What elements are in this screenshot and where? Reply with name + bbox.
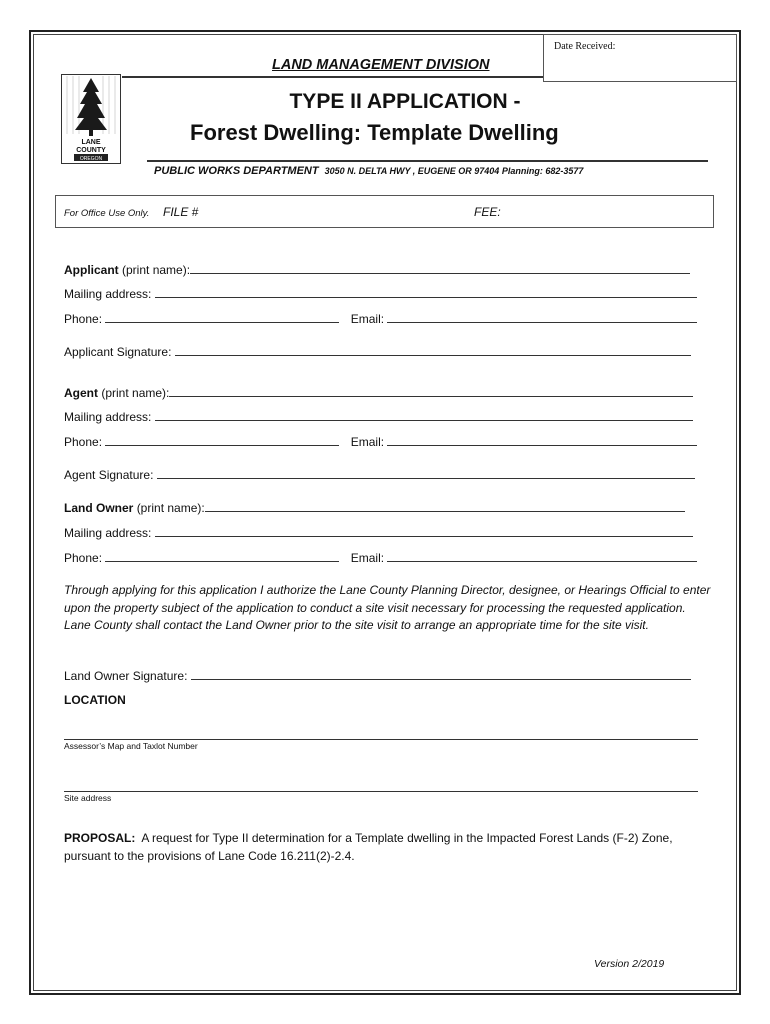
owner-email-field[interactable]: [387, 550, 697, 562]
form-title-line1: TYPE II APPLICATION -: [289, 90, 521, 113]
logo-text-lane: LANE: [81, 139, 101, 146]
agent-signature-label: Agent Signature:: [64, 468, 154, 482]
applicant-phone-label: Phone:: [64, 312, 103, 326]
date-received-box[interactable]: [543, 34, 737, 82]
logo-text-oregon: OREGON: [79, 156, 103, 162]
site-address-caption: Site address: [64, 793, 112, 803]
map-taxlot-field[interactable]: [64, 739, 698, 740]
applicant-contact-row: [64, 311, 697, 326]
applicant-signature-label: Applicant Signature:: [64, 345, 172, 359]
agent-mailing-label: Mailing address:: [64, 410, 152, 424]
agent-email-field[interactable]: [387, 434, 697, 446]
owner-signature-label: Land Owner Signature:: [64, 669, 188, 683]
agent-mailing-field[interactable]: [155, 409, 693, 421]
owner-contact-row: [64, 550, 697, 565]
owner-heading: Land Owner: [64, 501, 134, 515]
applicant-signature-field[interactable]: [175, 344, 691, 356]
form-title-line2: Forest Dwelling: Template Dwelling: [190, 120, 559, 145]
proposal-text: A request for Type II determination for a Template dwelling in the Impacted Forest Lands (F-2) Zone, pursuant to the provisions of Lane Code 16.211(2)-2.4.: [64, 831, 673, 863]
file-number-label: FILE #: [163, 205, 199, 219]
owner-signature-row: [64, 668, 691, 683]
version-label: Version 2/2019: [594, 958, 665, 970]
fee-label: FEE:: [474, 205, 501, 219]
owner-print-name-label: (print name):: [136, 501, 205, 515]
owner-name-row: [64, 500, 685, 515]
agent-print-name-label: (print name):: [101, 386, 170, 400]
agent-name-row: [64, 385, 693, 400]
agent-mailing-row: [64, 409, 693, 424]
agent-signature-row: [64, 467, 695, 482]
office-use-label: For Office Use Only.: [64, 208, 150, 219]
applicant-phone-field[interactable]: [105, 311, 339, 323]
agent-signature-field[interactable]: [157, 467, 695, 479]
applicant-mailing-field[interactable]: [155, 286, 697, 298]
header-rule-mid: [147, 160, 708, 162]
agent-contact-row: [64, 434, 697, 449]
department-line: [154, 165, 583, 177]
authorization-statement: Through applying for this application I authorize the Lane County Planning Director, designee, or Hearings Official to enter upon the property subject of the application to conduct a site visit necessary for processing the requested application. Lane County shall contact the Land Owner prior to the site visit to arrange an appropriate time for the site visit.: [64, 583, 711, 632]
department-name: PUBLIC WORKS DEPARTMENT: [154, 165, 319, 177]
applicant-mailing-label: Mailing address:: [64, 287, 152, 301]
location-heading: LOCATION: [64, 693, 126, 707]
proposal-paragraph: [64, 829, 714, 865]
owner-signature-field[interactable]: [191, 668, 691, 680]
applicant-name-field[interactable]: [190, 262, 690, 274]
owner-mailing-row: [64, 525, 693, 540]
agent-phone-field[interactable]: [105, 434, 339, 446]
applicant-heading: Applicant: [64, 263, 119, 277]
owner-mailing-label: Mailing address:: [64, 526, 152, 540]
agent-name-field[interactable]: [169, 385, 693, 397]
owner-name-field[interactable]: [205, 500, 685, 512]
agent-heading: Agent: [64, 386, 98, 400]
applicant-signature-row: [64, 344, 691, 359]
header-rule-top: [122, 76, 543, 78]
owner-email-label: Email:: [350, 551, 385, 565]
owner-phone-label: Phone:: [64, 551, 103, 565]
applicant-email-field[interactable]: [387, 311, 697, 323]
date-received-label: Date Received:: [554, 41, 616, 52]
agent-email-label: Email:: [350, 435, 385, 449]
logo-text-county: COUNTY: [76, 147, 106, 154]
site-address-field[interactable]: [64, 791, 698, 792]
lane-county-logo: [61, 74, 121, 164]
department-address: 3050 N. DELTA HWY , EUGENE OR 97404 Planning: 682-3577: [324, 166, 584, 176]
owner-mailing-field[interactable]: [155, 525, 693, 537]
applicant-mailing-row: [64, 286, 697, 301]
agent-phone-label: Phone:: [64, 435, 103, 449]
office-use-box: [55, 195, 714, 228]
applicant-email-label: Email:: [350, 312, 385, 326]
division-title: LAND MANAGEMENT DIVISION: [272, 57, 490, 73]
owner-phone-field[interactable]: [105, 550, 339, 562]
proposal-label: PROPOSAL:: [64, 831, 136, 845]
applicant-name-row: [64, 262, 690, 277]
applicant-print-name-label: (print name):: [122, 263, 191, 277]
map-taxlot-caption: Assessor’s Map and Taxlot Number: [64, 741, 198, 751]
